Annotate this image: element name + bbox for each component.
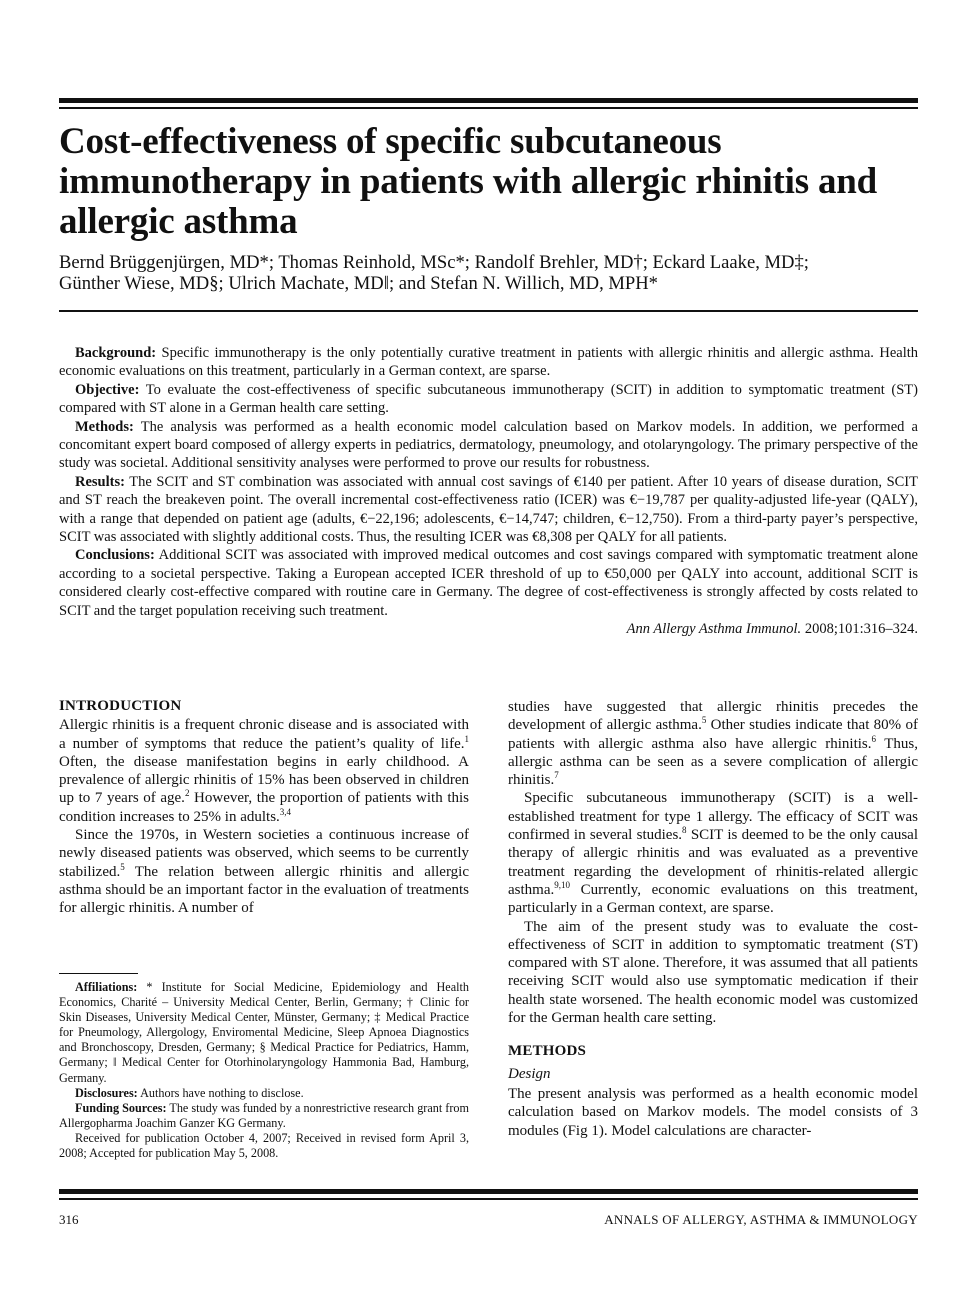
abstract-methods: Methods: The analysis was performed as a health economic model calculation based on Markov models. In addition, we performed a concomitant expert board composed of allergy experts in pediatrics, dermatology, pneumology, and otolaryngology. The primary perspective of the study was societal. Additional sensitivity analyses were performed to prove our results for robustness. <box>59 418 918 472</box>
footnote-funding: Funding Sources: The study was funded by a nonrestrictive research grant from Allergopharma Joachim Ganzer KG Germany. <box>59 1100 469 1130</box>
abstract <box>59 344 918 639</box>
ref-2: 2 <box>184 788 190 799</box>
design-subheading: Design <box>508 1065 551 1082</box>
abstract-objective: Objective: To evaluate the cost-effectiveness of specific subcutaneous immunotherapy (SCIT) in addition to symptomatic treatment (ST) compared with ST alone in a German health care setting. <box>59 381 918 417</box>
ref-7: 7 <box>554 770 559 781</box>
introduction-heading: INTRODUCTION <box>59 698 182 714</box>
footnote-affiliations: Affiliations: * Institute for Social Medicine, Epidemiology and Health Economics, Charité – University Medical Center, Berlin, Germany; † Clinic for Skin Diseases, University Medical Center, Münster, Germany; ‡ Medical Practice for Pneumology, Allergology, Enviromental Medicine, Sleep Apnoea Diagnostics and Bronchoscopy, Dresden, Germany; § Medical Practice for Pediatrics, Hamm, Germany; ‖ Medical Center for Otorhinolaryngology Hammonia Bad, Hamburg, Germany. <box>59 980 469 1085</box>
ref-3-4: 3,4 <box>279 806 292 817</box>
right-paragraph-3: The aim of the present study was to evaluate the cost-effectiveness of SCIT in addition to symptomatic treatment (ST) compared with ST alone. Therefore, it was assumed that all patients receiving SCIT would also use symptomatic medication if their health state worsened. The health economic model was customized for the German health care setting. <box>508 918 918 1027</box>
footnote-separator <box>59 973 138 974</box>
header-bottom-rule <box>59 310 918 312</box>
footnote-disclosures: Disclosures: Authors have nothing to disclose. <box>75 1085 304 1100</box>
top-rule-thin <box>59 107 918 109</box>
ref-9-10: 9,10 <box>554 879 570 890</box>
abstract-conclusions: Conclusions: Additional SCIT was associated with improved medical outcomes and cost savings compared with symptomatic treatment alone according to a societal perspective. Taking a European accepted ICER threshold of up to €50,000 per QALY into account, additional SCIT is considered clearly cost-effective compared with routine care in Germany. The degree of cost-effectiveness is strongly affected by costs related to SCIT and the target population receiving such treatment. <box>59 547 918 619</box>
running-journal-title: ANNALS OF ALLERGY, ASTHMA & IMMUNOLOGY <box>604 1212 918 1227</box>
right-column <box>508 698 918 1140</box>
right-paragraph-2: Specific subcutaneous immunotherapy (SCIT) is a well-established treatment for type 1 allergy. The efficacy of SCIT was confirmed in several studies.$^8$ SCIT is deemed to be the only causal therapy of allergic rhinitis and was evaluated as a preventive treatment regarding the development of rhinitis-related allergic asthma.$^{9,10}$ Currently, economic evaluations on this treatment, particularly in a German context, are sparse. <box>508 790 918 917</box>
footnotes <box>59 980 469 1161</box>
ref-8: 8 <box>682 825 687 836</box>
footnote-received: Received for publication October 4, 2007; Received in revised form April 3, 2008; Accepted for publication May 5, 2008. <box>59 1130 469 1161</box>
methods-heading: METHODS <box>508 1043 587 1060</box>
ref-1: 1 <box>464 733 469 744</box>
author-list <box>59 252 929 294</box>
abstract-citation: Ann Allergy Asthma Immunol. 2008;101:316–324. <box>626 621 918 638</box>
article-title: Cost-effectiveness of specific subcutaneous immunotherapy in patients with allergic rhinitis and allergic asthma <box>59 121 878 242</box>
right-paragraph-1: studies have suggested that allergic rhinitis precedes the development of allergic asthma.$^5$ Other studies indicate that 80% of patients with allergic asthma also have allergic rhinitis.$^6$ Thus, allergic asthma can be seen as a severe complication of allergic rhinitis.$^7$ <box>508 699 918 789</box>
author-line-1: Bernd Brüggenjürgen, MD*; Thomas Reinhold, MSc*; Randolf Brehler, MD†; Eckard Laake, MD‡; <box>59 252 809 273</box>
author-line-2: Günther Wiese, MD§; Ulrich Machate, MD‖; and Stefan N. Willich, MD, MPH* <box>59 273 658 294</box>
bottom-rule-thick <box>59 1189 918 1194</box>
page-number: 316 <box>59 1212 79 1227</box>
ref-5b: 5 <box>701 715 707 726</box>
intro-paragraph-2: Since the 1970s, in Western societies a continuous increase of newly diseased patients was observed, which seems to be currently stabilized.$^5$ The relation between allergic rhinitis and allergic asthma should be an important factor in the evaluation of treatments for allergic rhinitis. A number of <box>59 827 469 917</box>
ref-5: 5 <box>120 861 125 872</box>
left-column <box>59 697 469 918</box>
abstract-results: Results: The SCIT and ST combination was associated with annual cost savings of €140 per patient. After 10 years of disease duration, SCIT and ST reach the breakeven point. The overall incremental cost-effectiveness ratio (ICER) was €−19,787 per quality-adjusted life-year (QALY), with a range that depended on patient age (adults, €−22,196; adolescents, €−14,747; children, €−12,750). From a third-party payer’s perspective, SCIT was associated with slightly additional costs. Thus, the resulting ICER was €8,308 per QALY for all patients. <box>59 473 918 546</box>
intro-paragraph-1: Allergic rhinitis is a frequent chronic disease and is associated with a number of symptoms that reduce the patient’s quality of life.$^1$ Often, the disease manifestation begins in early childhood. A prevalence of allergic rhinitis of 15% has been observed in children up to 7 years of age.$^2$ However, the proportion of patients with this condition increases to 25% in adults.$^{3,4}$ <box>59 717 469 825</box>
bottom-rule-thin <box>59 1198 918 1200</box>
ref-6: 6 <box>871 733 876 744</box>
top-rule-thick <box>59 98 918 103</box>
abstract-background: Background: Specific immunotherapy is the only potentially curative treatment in patients with allergic rhinitis and allergic asthma. Health economic evaluations on this treatment, particularly in a German context, are sparse. <box>59 345 918 380</box>
design-paragraph: The present analysis was performed as a health economic model calculation based on Markov models. The model consists of 3 modules (Fig 1). Model calculations are character- <box>508 1085 918 1139</box>
